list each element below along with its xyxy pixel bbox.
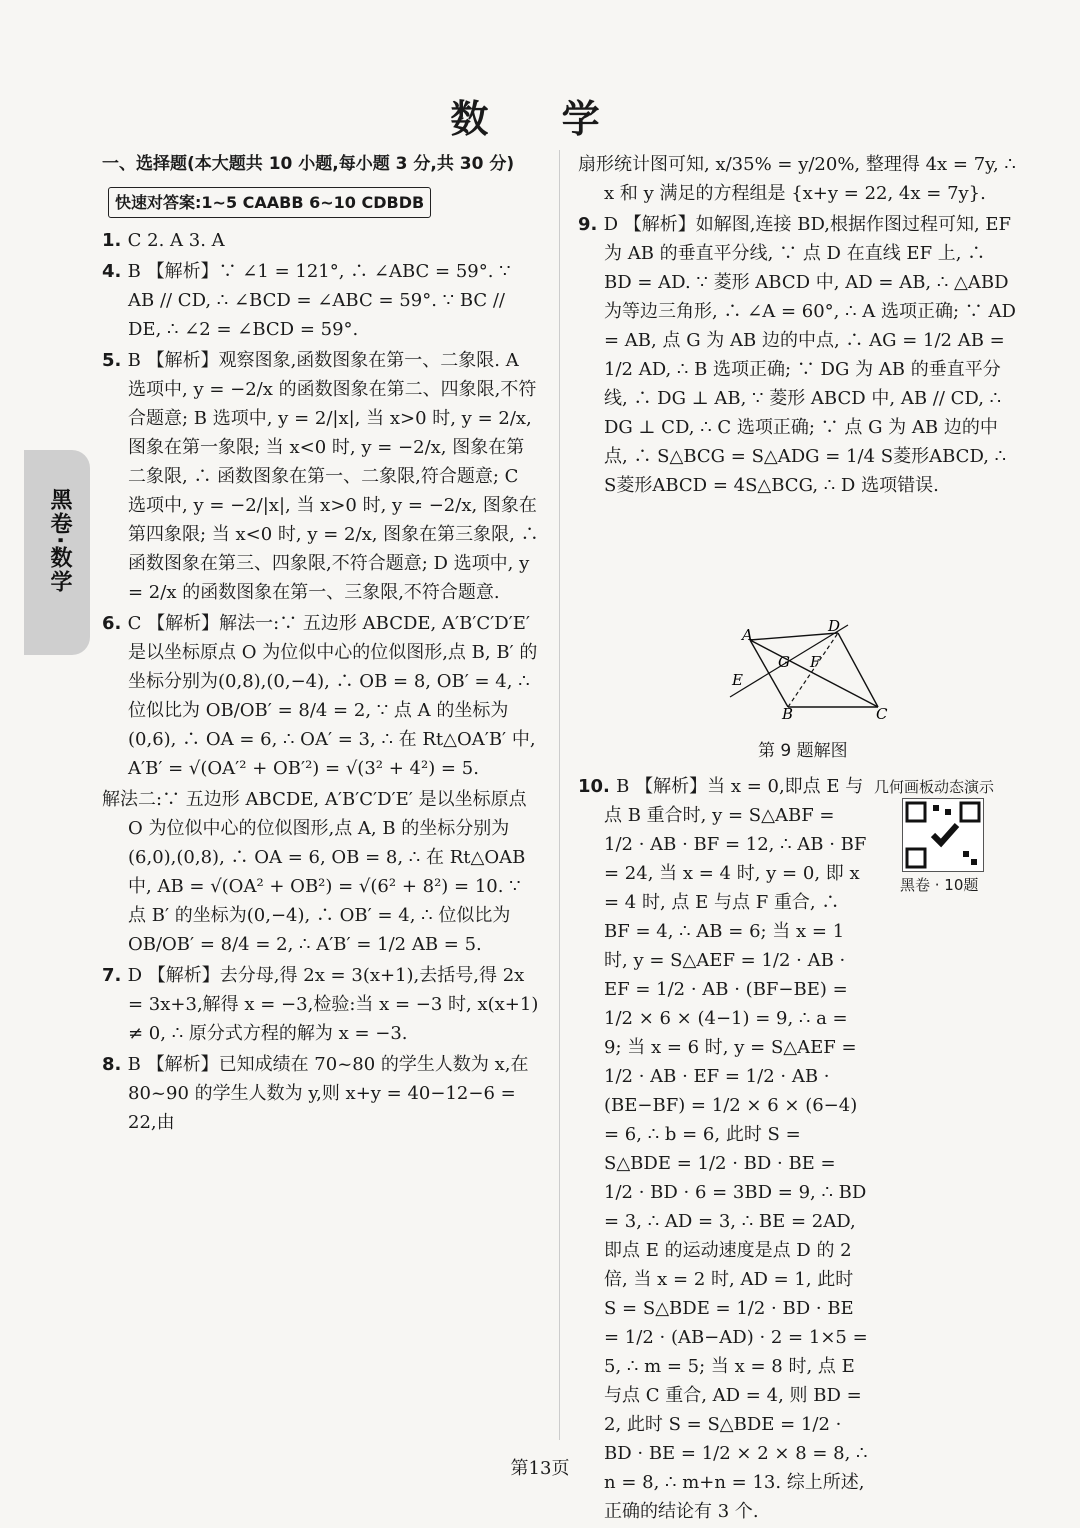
question-text: B 【解析】已知成绩在 70~80 的学生人数为 x,在 80~90 的学生人数为 y,则 x+y = 40−12−6 = 22,由	[127, 1054, 529, 1133]
question-item	[102, 961, 542, 1048]
fig-label-b: B	[782, 705, 794, 723]
question-text: 扇形统计图可知, x/35% = y/20%, 整理得 4x = 7y, ∴ x 和 y 满足的方程组是 {x+y = 22, 4x = 7y}.	[578, 154, 1016, 204]
side-tab	[24, 450, 90, 655]
page-title: 数 学	[450, 97, 630, 141]
fig-label-f: F	[810, 653, 821, 671]
question-item	[578, 772, 868, 1526]
fig-label-c: C	[876, 705, 888, 723]
question-text: B 【解析】当 x = 0,即点 E 与点 B 重合时, y = S△ABF = 1/2 · AB · BF = 12, ∴ AB · BF = 24, 当 x = 4 时, y = 0, 即 x = 4 时, 点 E 与点 F 重合, ∴ BF = 4, ∴ AB = 6; 当 x = 1 时, y = S△AEF = 1/2 · AB · EF = 1/2 · AB · (BF−BE) = 1/2 × 6 × (4−1) = 9, ∴ a = 9; 当 x = 6 时, y = S△AEF = 1/2 · AB · EF = 1/2 · AB · (BE−BF) = 1/2 × 6 × (6−4) = 6, ∴ b = 6, 此时 S = S△BDE = 1/2 · BD · BE = 1/2 · BD · 6 = 3BD = 9, ∴ BD = 3, ∴ AD = 3, ∴ BE = 2AD, 即点 E 的运动速度是点 D 的 2 倍, 当 x = 2 时, AD = 1, 此时 S = S△BDE = 1/2 · BD · BE = 1/2 · (AB−AD) · 2 = 1×5 = 5, ∴ m = 5; 当 x = 8 时, 点 E 与点 C 重合, AD = 4, 则 BD = 2, 此时 S = S△BDE = 1/2 · BD · BE = 1/2 × 2 × 8 = 8, ∴ n = 8, ∴ m+n = 13. 综上所述, 正确的结论有 3 个.	[604, 776, 868, 1522]
question-number: 6.	[102, 613, 128, 634]
fig-label-d: D	[828, 617, 841, 635]
question-text: C 2. A 3. A	[127, 230, 225, 251]
question-text: D 【解析】去分母,得 2x = 3(x+1),去括号,得 2x = 3x+3,解得 x = −3,检验:当 x = −3 时, x(x+1) ≠ 0, ∴ 原分式方程的解为 x = −3.	[127, 965, 539, 1044]
question-text: D 【解析】如解图,连接 BD,根据作图过程可知, EF 为 AB 的垂直平分线, ∵ 点 D 在直线 EF 上, ∴ BD = AD. ∵ 菱形 ABCD 中, AD = AB, ∴ △ABD 为等边三角形, ∴ ∠A = 60°, ∴ A 选项正确; ∵ AD = AB, 点 G 为 AB 边的中点, ∴ AG = 1/2 AB = 1/2 AD, ∴ B 选项正确; ∵ DG 为 AB 的垂直平分线, ∴ DG ⊥ AB, ∵ 菱形 ABCD 中, AB // CD, ∴ DG ⊥ CD, ∴ C 选项正确; ∵ 点 G 为 AB 边的中点, ∴ S△BCG = S△ADG = 1/4 S菱形ABCD, ∴ S菱形ABCD = 4S△BCG, ∴ D 选项错误.	[603, 214, 1016, 496]
qr-code-icon[interactable]	[902, 798, 984, 872]
question-text: B 【解析】观察图象,函数图象在第一、二象限. A 选项中, y = −2/x 的函数图象在第二、四象限,不符合题意; B 选项中, y = 2/|x|, 当 x>0 时, y = 2/x, 图象在第一象限; 当 x<0 时, y = −2/x, 图象在第二象限, ∴ 函数图象在第一、二象限,符合题意; C 选项中, y = −2/|x|, 当 x>0 时, y = −2/x, 图象在第四象限; 当 x<0 时, y = 2/x, 图象在第三象限, ∴ 函数图象在第三、四象限,不符合题意; D 选项中, y = 2/x 的函数图象在第一、三象限,不符合题意.	[127, 350, 539, 603]
qr-title: 几何画板动态演示	[874, 778, 995, 796]
qr-caption: 黑卷 · 10题	[900, 876, 979, 894]
fig-label-g: G	[778, 653, 790, 671]
figure-caption: 第 9 题解图	[758, 741, 848, 761]
question-text: B 【解析】∵ ∠1 = 121°, ∴ ∠ABC = 59°. ∵ AB // CD, ∴ ∠BCD = ∠ABC = 59°. ∵ BC // DE, ∴ ∠2 = ∠BCD = 59°.	[127, 261, 511, 340]
left-column	[102, 150, 542, 1139]
section-heading: 一、选择题(本大题共 10 小题,每小题 3 分,共 30 分)	[102, 154, 515, 174]
question-number: 10.	[578, 776, 617, 797]
column-divider	[559, 150, 560, 1440]
question10-list	[578, 772, 868, 1526]
question10-block	[578, 772, 868, 1528]
question-item	[102, 785, 542, 959]
question-text: C 【解析】解法一:∵ 五边形 ABCDE, A′B′C′D′E′ 是以坐标原点 O 为位似中心的位似图形,点 B, B′ 的坐标分别为(0,8),(0,−4), ∴ OB = 8, OB′ = 4, ∴ 位似比为 OB/OB′ = 8/4 = 2, ∵ 点 A 的坐标为(0,6), ∴ OA = 6, ∴ OA′ = 3, ∴ 在 Rt△OA′B′ 中, A′B′ = √(OA′² + OB′²) = √(3² + 4²) = 5.	[127, 613, 538, 779]
question-item	[102, 257, 542, 344]
question-number: 8.	[102, 1054, 128, 1075]
side-tab-label: 黑卷·数学	[47, 488, 72, 595]
question-number: 1.	[102, 230, 128, 251]
question-number: 9.	[578, 214, 604, 235]
right-column	[578, 150, 1018, 502]
question-text: 解法二:∵ 五边形 ABCDE, A′B′C′D′E′ 是以坐标原点 O 为位似中心的位似图形,点 A, B 的坐标分别为(6,0),(0,8), ∴ OA = 6, OB = 8, ∴ 在 Rt△OAB 中, AB = √(OA² + OB²) = √(6² + 8²) = 10. ∵ 点 B′ 的坐标为(0,−4), ∴ OB′ = 4, ∴ 位似比为 OB/OB′ = 8/4 = 2, ∴ A′B′ = 1/2 AB = 5.	[102, 789, 527, 955]
quick-answer-box: 快速对答案:1~5 CAABB 6~10 CDBDB	[108, 187, 431, 218]
right-question-list	[578, 150, 1018, 500]
left-question-list	[102, 226, 542, 1137]
question-number: 5.	[102, 350, 128, 371]
fig-label-a: A	[742, 626, 753, 644]
question-item	[102, 226, 542, 255]
question-item	[102, 1050, 542, 1137]
question-item	[578, 210, 1018, 500]
question-item	[102, 346, 542, 607]
question-item	[102, 609, 542, 783]
page-number: 第13页	[510, 1458, 570, 1479]
question9-figure	[720, 615, 900, 725]
question-number: 7.	[102, 965, 128, 986]
question-number: 4.	[102, 261, 128, 282]
question-item	[578, 150, 1018, 208]
fig-label-e: E	[732, 671, 743, 689]
